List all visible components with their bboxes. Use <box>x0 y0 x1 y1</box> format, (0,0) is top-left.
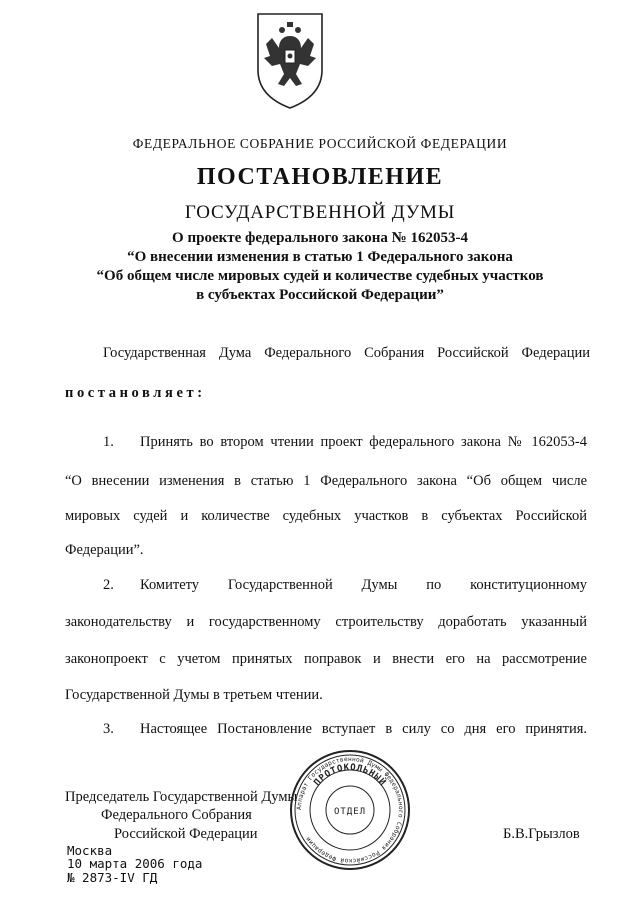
resolves-keyword: постановляет: <box>65 385 206 401</box>
item-text-line: Принять во втором чтении проект федерального закона № 162053-4 <box>140 434 587 450</box>
bill-title-line: О проекте федерального закона № 162053-4 <box>172 230 468 246</box>
item-text-line: мировых судей и количестве судебных участков в субъектах Российской <box>65 508 587 524</box>
organization-header: ФЕДЕРАЛЬНОЕ СОБРАНИЕ РОССИЙСКОЙ ФЕДЕРАЦИИ <box>132 136 508 151</box>
preamble-text: Государственная Дума Федерального Собрания Российской Федерации <box>103 345 590 361</box>
signatory-name: Б.В.Грызлов <box>503 826 580 842</box>
signatory-position-line: Российской Федерации <box>114 826 258 842</box>
signatory-position-line: Председатель Государственной Думы <box>65 789 298 805</box>
official-round-stamp <box>288 748 412 872</box>
item-text-line: Настоящее Постановление вступает в силу со дня его принятия. <box>140 721 587 737</box>
issuing-body-subtitle: ГОСУДАРСТВЕННОЙ ДУМЫ <box>184 202 456 223</box>
stamp-outer-text: Аппарат Государственной Думы Федерального Собрания Российской Федерации <box>295 755 405 865</box>
item-text-line: законопроект с учетом принятых поправок и внести его на рассмотрение <box>65 651 587 667</box>
item-number: 2. <box>103 577 114 593</box>
item-number: 3. <box>103 721 114 737</box>
item-text-line: Комитету Государственной Думы по конституционному <box>140 577 587 593</box>
signatory-position-line: Федерального Собрания <box>101 807 252 823</box>
coat-of-arms-emblem-icon <box>254 8 326 112</box>
bill-title-line: в субъектах Российской Федерации” <box>196 287 444 303</box>
document-number: № 2873-IV ГД <box>67 870 158 885</box>
item-text-line: “О внесении изменения в статью 1 Федерального закона “Об общем числе <box>65 473 587 489</box>
stamp-center-text: ОТДЕЛ <box>333 807 367 817</box>
date-of-issue: 10 марта 2006 года <box>67 856 203 871</box>
place-of-issue: Москва <box>67 843 113 858</box>
item-text-line: законодательству и государственному строительству доработать указанный <box>65 614 587 630</box>
item-text-line: Федерации”. <box>65 542 144 558</box>
document-type-title: ПОСТАНОВЛЕНИЕ <box>196 164 444 190</box>
item-number: 1. <box>103 434 114 450</box>
stamp-middle-text: ПРОТОКОЛЬНЫЙ <box>312 762 388 789</box>
bill-title-line: “Об общем числе мировых судей и количестве судебных участков <box>96 268 544 284</box>
bill-title-line: “О внесении изменения в статью 1 Федерального закона <box>127 249 513 265</box>
item-text-line: Государственной Думы в третьем чтении. <box>65 687 323 703</box>
